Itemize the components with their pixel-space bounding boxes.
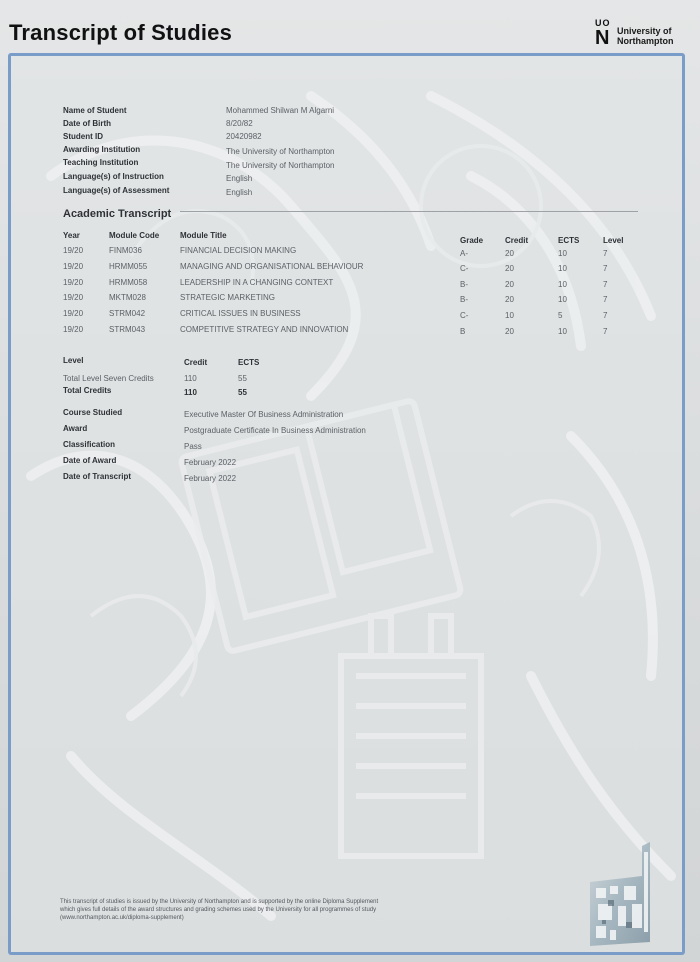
field-value: February 2022: [184, 474, 237, 483]
row-level: 7: [603, 327, 608, 336]
summary-col-ects: ECTS: [238, 358, 260, 367]
row-grade: B: [460, 327, 466, 336]
row-credit: 20: [505, 249, 514, 258]
row-credit: 20: [505, 327, 514, 336]
col-credit: Credit: [505, 236, 529, 245]
field-label: Date of Birth: [63, 119, 111, 128]
field-value: Postgraduate Certificate In Business Administration: [184, 426, 366, 435]
logo-name-line2: Northampton: [617, 36, 674, 46]
row-year: 19/20: [63, 293, 84, 302]
field-label: Date of Award: [63, 456, 117, 465]
row-ects: 10: [558, 264, 567, 273]
row-title: MANAGING AND ORGANISATIONAL BEHAVIOUR: [180, 262, 364, 271]
field-label: Teaching Institution: [63, 158, 139, 167]
row-ects: 10: [558, 295, 567, 304]
field-value: The University of Northampton: [226, 161, 335, 170]
row-title: LEADERSHIP IN A CHANGING CONTEXT: [180, 278, 334, 287]
field-label: Student ID: [63, 132, 103, 141]
row-code: STRM043: [109, 325, 146, 334]
level-seven-ects: 55: [238, 374, 247, 383]
col-year: Year: [63, 231, 80, 240]
row-grade: B-: [460, 295, 468, 304]
row-level: 7: [603, 311, 608, 320]
row-year: 19/20: [63, 325, 84, 334]
field-label: Award: [63, 424, 88, 433]
field-value: February 2022: [184, 458, 237, 467]
summary-col-credit: Credit: [184, 358, 208, 367]
row-year: 19/20: [63, 262, 84, 271]
field-value: 8/20/82: [226, 119, 253, 128]
level-seven-label: Total Level Seven Credits: [63, 374, 154, 383]
field-value: English: [226, 188, 253, 197]
field-value: The University of Northampton: [226, 147, 335, 156]
field-label: Course Studied: [63, 408, 123, 417]
row-level: 7: [603, 249, 608, 258]
row-code: MKTM028: [109, 293, 146, 302]
row-grade: C-: [460, 311, 469, 320]
row-grade: B-: [460, 280, 468, 289]
footnote-line: This transcript of studies is issued by the University of Northampton and is supported by the online Diploma Supplement: [60, 899, 379, 905]
row-title: CRITICAL ISSUES IN BUSINESS: [180, 309, 301, 318]
field-label: Classification: [63, 440, 116, 449]
page-title: Transcript of Studies: [9, 20, 233, 45]
row-title: COMPETITIVE STRATEGY AND INNOVATION: [180, 325, 349, 334]
row-title: STRATEGIC MARKETING: [180, 293, 275, 302]
logo-mark-letter: N: [595, 27, 610, 49]
field-label: Language(s) of Assessment: [63, 186, 170, 195]
total-credits-label: Total Credits: [63, 386, 112, 395]
row-year: 19/20: [63, 278, 84, 287]
col-level: Level: [603, 236, 624, 245]
col-module-title: Module Title: [180, 231, 227, 240]
total-credits-credit: 110: [184, 388, 197, 397]
field-label: Name of Student: [63, 106, 127, 115]
row-code: HRMM058: [109, 278, 148, 287]
field-label: Awarding Institution: [63, 145, 141, 154]
field-label: Language(s) of Instruction: [63, 172, 164, 181]
summary-col-level: Level: [63, 356, 84, 365]
hologram-security-seal-icon: [588, 842, 656, 946]
logo-mark-top: UO: [595, 18, 611, 28]
heading-divider: [180, 211, 638, 212]
row-code: HRMM055: [109, 262, 148, 271]
row-credit: 20: [505, 295, 514, 304]
row-grade: A-: [460, 249, 468, 258]
row-level: 7: [603, 264, 608, 273]
row-title: FINANCIAL DECISION MAKING: [180, 246, 297, 255]
row-credit: 10: [505, 311, 514, 320]
row-grade: C-: [460, 264, 469, 273]
row-ects: 5: [558, 311, 563, 320]
logo-name-line1: University of: [617, 26, 672, 36]
row-ects: 10: [558, 327, 567, 336]
field-value: Pass: [184, 442, 202, 451]
footnote-line: which gives full details of the award structures and grading schemes used by the University for all programmes of study: [60, 907, 377, 913]
row-level: 7: [603, 280, 608, 289]
col-grade: Grade: [460, 236, 484, 245]
col-ects: ECTS: [558, 236, 580, 245]
row-level: 7: [603, 295, 608, 304]
academic-transcript-heading: Academic Transcript: [63, 208, 172, 220]
row-ects: 10: [558, 249, 567, 258]
footnote: [60, 898, 540, 922]
row-year: 19/20: [63, 309, 84, 318]
row-code: FINM036: [109, 246, 142, 255]
field-label: Date of Transcript: [63, 472, 132, 481]
field-value: English: [226, 174, 253, 183]
field-value: Mohammed Shilwan M Algarni: [226, 106, 335, 115]
row-ects: 10: [558, 280, 567, 289]
col-module-code: Module Code: [109, 231, 160, 240]
level-seven-credit: 110: [184, 374, 197, 383]
row-credit: 20: [505, 264, 514, 273]
field-value: Executive Master Of Business Administration: [184, 410, 344, 419]
row-year: 19/20: [63, 246, 84, 255]
field-value: 20420982: [226, 132, 262, 141]
row-credit: 20: [505, 280, 514, 289]
row-code: STRM042: [109, 309, 146, 318]
footnote-line: (www.northampton.ac.uk/diploma-supplement): [60, 915, 184, 921]
total-credits-ects: 55: [238, 388, 247, 397]
